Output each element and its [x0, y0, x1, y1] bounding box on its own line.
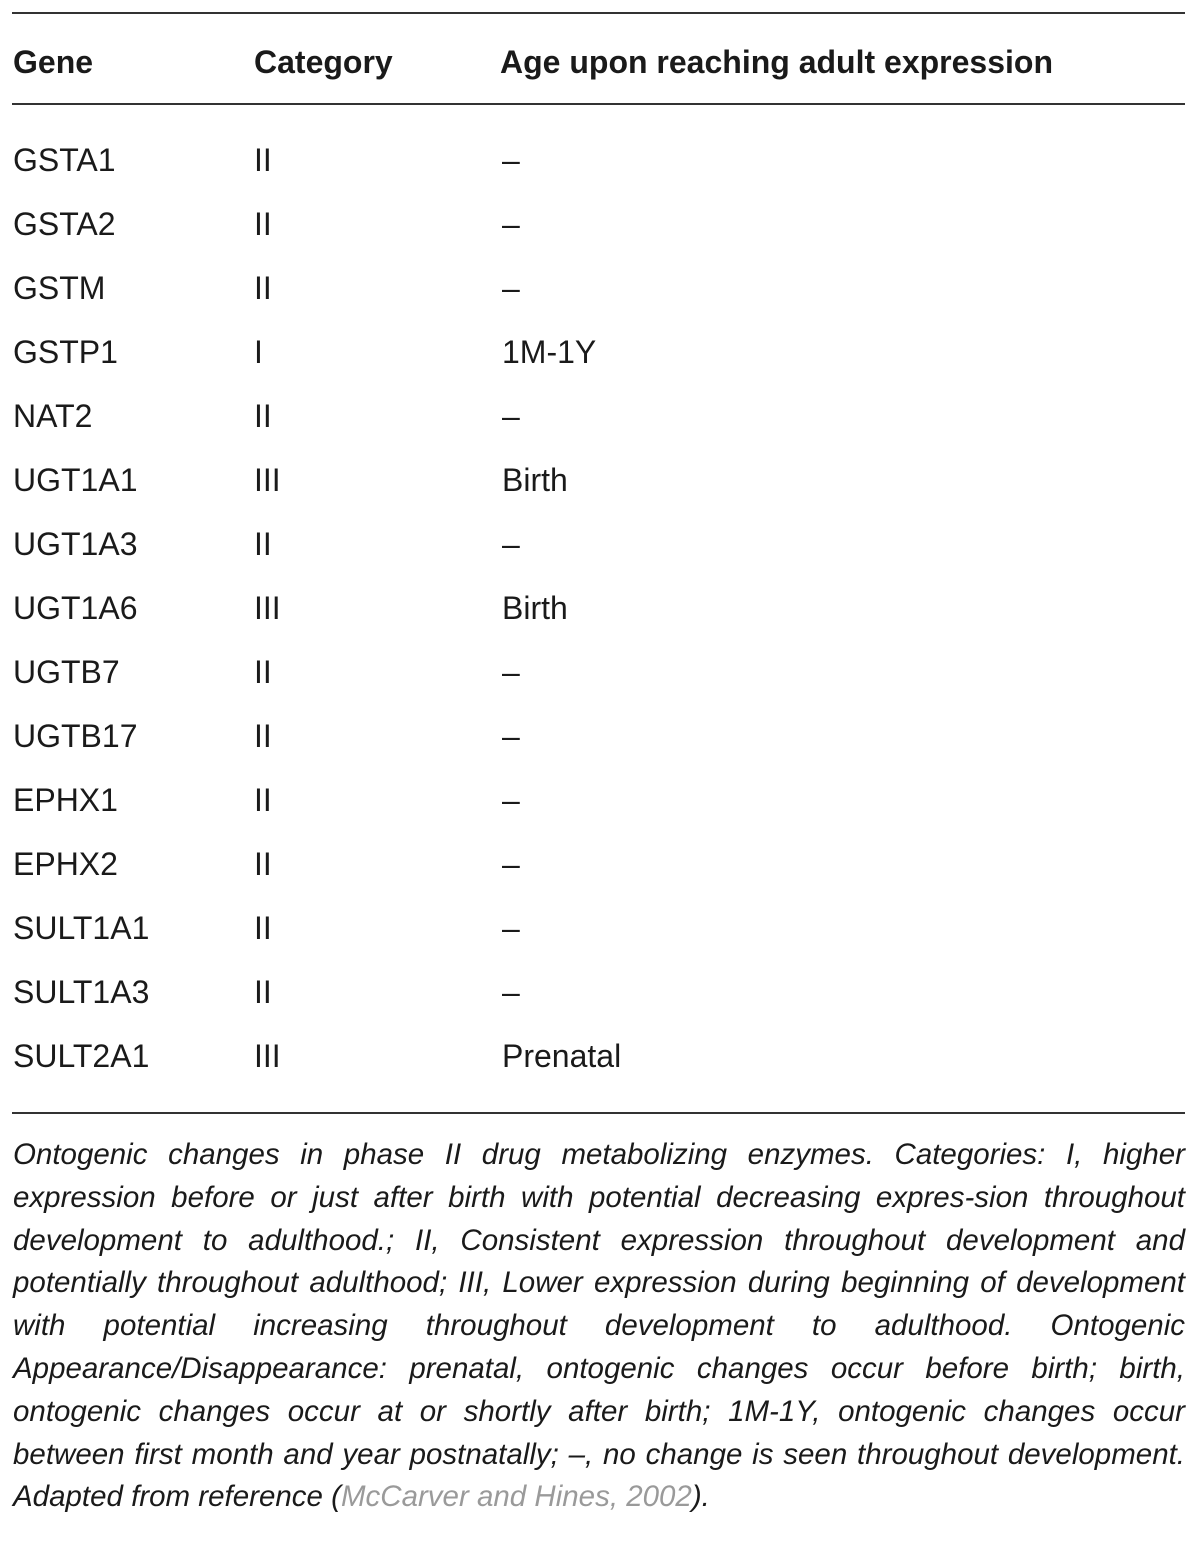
gene-cell: SULT2A1: [13, 1038, 150, 1074]
gene-cell: EPHX2: [13, 846, 118, 882]
age-cell: –: [502, 718, 520, 754]
category-cell: II: [254, 142, 272, 178]
gene-cell: SULT1A3: [13, 974, 150, 1010]
table-row: [0, 386, 1200, 450]
table-row: [0, 706, 1200, 770]
gene-cell: GSTA2: [13, 206, 116, 242]
age-cell: –: [502, 142, 520, 178]
age-cell: –: [502, 910, 520, 946]
age-cell: Prenatal: [502, 1038, 622, 1074]
category-cell: II: [254, 974, 272, 1010]
gene-cell: UGT1A3: [13, 526, 138, 562]
table-row: [0, 770, 1200, 834]
category-cell: II: [254, 398, 272, 434]
category-cell: II: [254, 270, 272, 306]
table-row: [0, 578, 1200, 642]
caption-text: Ontogenic changes in phase II drug metabolizing enzymes. Categories: I, higher expression before or just after birth with potential decreasing expres-sion throughout development to adulthood.; II, Consistent expression throughout development and potentially throughout adulthood; III, Lower expression during beginning of development with potential increasing throughout development to adulthood. Ontogenic Appearance/Disappearance: prenatal, ontogenic changes occur before birth; birth, ontogenic changes occur at or shortly after birth; 1M-1Y, ontogenic changes occur between first month and year postnatally; –, no change is seen throughout development. Adapted from reference (: [13, 1138, 1185, 1514]
table-top-rule: [12, 12, 1185, 14]
category-cell: I: [254, 334, 263, 370]
category-cell: II: [254, 654, 272, 690]
category-cell: II: [254, 526, 272, 562]
table-row: [0, 1026, 1200, 1090]
gene-cell: UGTB7: [13, 654, 120, 690]
age-cell: Birth: [502, 462, 568, 498]
header-category: Category: [254, 44, 393, 80]
category-cell: III: [254, 590, 281, 626]
age-cell: –: [502, 654, 520, 690]
table-row: [0, 450, 1200, 514]
table-row: [0, 514, 1200, 578]
gene-cell: UGT1A6: [13, 590, 138, 626]
age-cell: –: [502, 846, 520, 882]
table-row: [0, 898, 1200, 962]
category-cell: III: [254, 1038, 281, 1074]
table-row: [0, 322, 1200, 386]
age-cell: –: [502, 782, 520, 818]
age-cell: 1M-1Y: [502, 334, 597, 370]
gene-cell: GSTM: [13, 270, 106, 306]
gene-cell: NAT2: [13, 398, 93, 434]
table-header-row: [0, 36, 1200, 88]
header-gene: Gene: [13, 44, 94, 80]
category-cell: II: [254, 782, 272, 818]
table-row: [0, 962, 1200, 1026]
caption-closing: ).: [691, 1480, 710, 1514]
table-row: [0, 130, 1200, 194]
age-cell: –: [502, 526, 520, 562]
category-cell: III: [254, 462, 281, 498]
gene-cell: UGT1A1: [13, 462, 138, 498]
category-cell: II: [254, 846, 272, 882]
age-cell: –: [502, 206, 520, 242]
gene-cell: GSTA1: [13, 142, 116, 178]
category-cell: II: [254, 718, 272, 754]
gene-cell: UGTB17: [13, 718, 138, 754]
table-caption: [13, 1134, 1185, 1519]
age-cell: –: [502, 270, 520, 306]
table-row: [0, 834, 1200, 898]
category-cell: II: [254, 910, 272, 946]
age-cell: Birth: [502, 590, 568, 626]
table-body: [0, 130, 1200, 1090]
gene-cell: GSTP1: [13, 334, 118, 370]
category-cell: II: [254, 206, 272, 242]
age-cell: –: [502, 974, 520, 1010]
table-header-rule: [12, 103, 1185, 105]
reference-link[interactable]: McCarver and Hines, 2002: [340, 1480, 692, 1514]
gene-cell: SULT1A1: [13, 910, 150, 946]
table-row: [0, 642, 1200, 706]
table-bottom-rule: [12, 1112, 1185, 1114]
age-cell: –: [502, 398, 520, 434]
gene-cell: EPHX1: [13, 782, 118, 818]
header-age: Age upon reaching adult expression: [500, 44, 1053, 80]
table-row: [0, 258, 1200, 322]
table-row: [0, 194, 1200, 258]
